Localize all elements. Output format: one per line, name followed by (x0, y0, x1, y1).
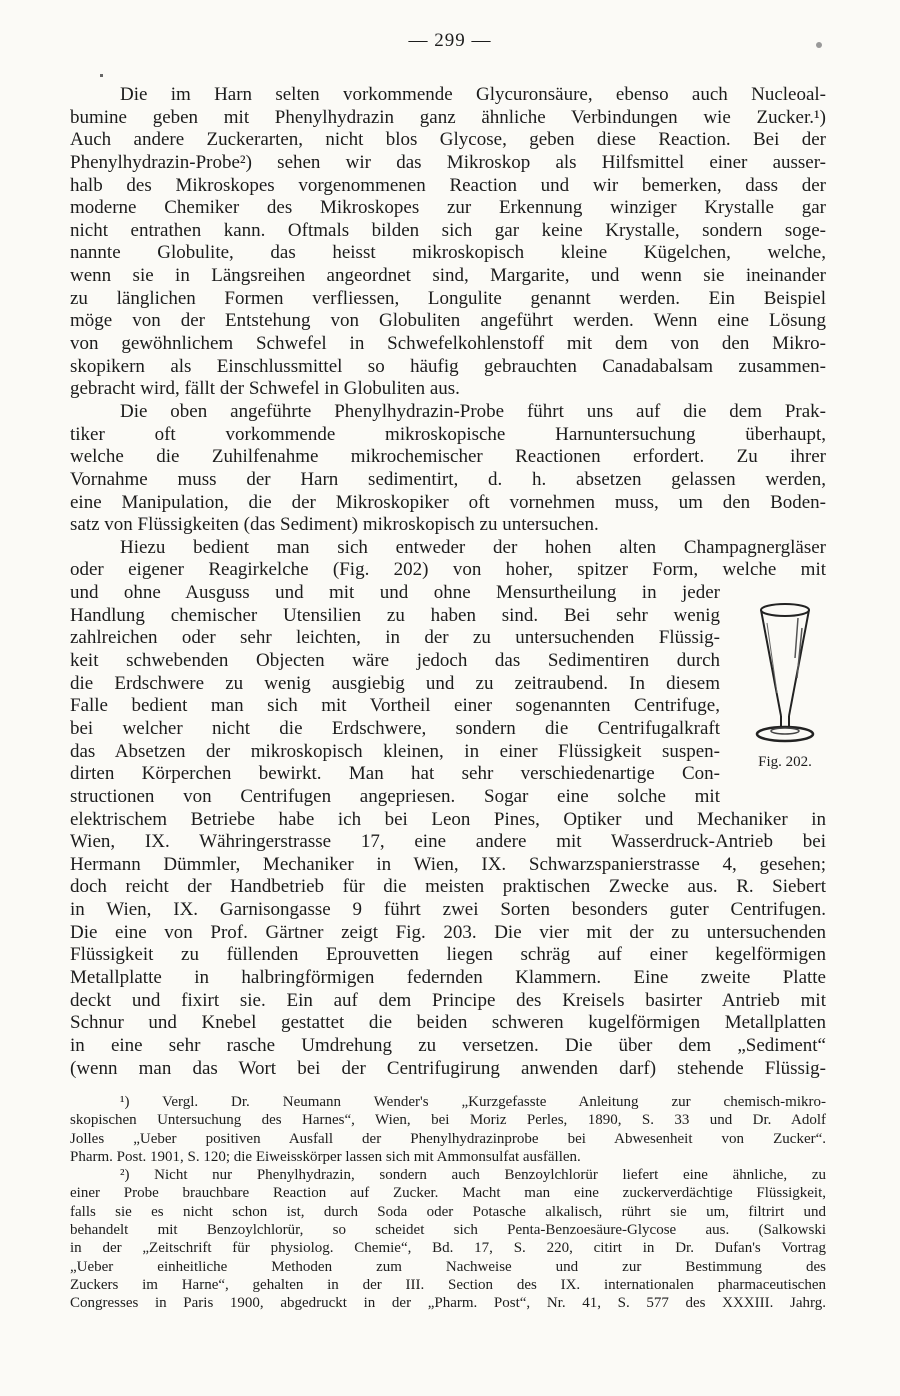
page-number: — 299 — (408, 30, 492, 51)
main-text (70, 84, 826, 1080)
footnote-line: Jolles „Ueber positiven Ausfall der Phenylhydrazinprobe bei Abwesenheit von Zucker“. (70, 1130, 826, 1147)
footnote-line: ²) Nicht nur Phenylhydrazin, sondern auch Benzoylchlorür liefert eine ähnliche, zu (120, 1167, 826, 1184)
text-line: gebracht wird, fällt der Schwefel in Globuliten aus. (70, 378, 460, 400)
text-line: bumine geben mit Phenylhydrazin ganz ähnliche Verbindungen wie Zucker.¹) (70, 106, 826, 128)
text-line: Handlung chemischer Utensilien zu haben sind. Bei sehr wenig (70, 604, 720, 626)
text-line: structionen von Centrifugen angepriesen. Sogar eine solche mit (70, 785, 720, 807)
text-line: halb des Mikroskopes vorgenommenen Reaction und wir bemerken, dass der (70, 174, 826, 196)
text-line: dirten Körperchen bewirkt. Man hat sehr verschiedenartige Con- (70, 763, 720, 785)
text-line: Falle bedient man sich mit Vortheil einer sogenannten Centrifuge, (70, 695, 720, 717)
footnote-line: behandelt mit Benzoylchlorür, so scheidet sich Penta-Benzoesäure-Glycose aus. (Salkowski (70, 1222, 826, 1239)
text-line: Schnur und Knebel gestattet die beiden schweren kugelförmigen Metallplatten (70, 1012, 826, 1034)
footnote-line: „Ueber einheitliche Methoden zum Nachweise und zur Bestimmung des (70, 1258, 826, 1275)
footnote-line: in der „Zeitschrift für physiolog. Chemie“, Bd. 17, S. 220, citirt in Dr. Dufan's Vortrag (70, 1240, 826, 1257)
text-line: welche die Zuhilfenahme mikrochemischer Reactionen erfordert. Zu ihrer (70, 446, 826, 468)
text-line: in eine sehr rasche Umdrehung zu versetzen. Die über dem „Sediment“ (70, 1034, 826, 1056)
text-line: eine Manipulation, die der Mikroskopiker oft vornehmen muss, um den Boden- (70, 491, 826, 513)
text-line: zahlreichen oder sehr leichten, in der zu untersuchenden Flüssig- (70, 627, 720, 649)
ink-spot (816, 42, 822, 48)
text-line: Hermann Dümmler, Mechaniker in Wien, IX. Schwarzspanierstrasse 4, gesehen; (70, 853, 826, 875)
paragraph-wrap (70, 582, 826, 808)
text-line: wenn sie in Längsreihen angeordnet sind, Margarite, und wenn sie ineinander (70, 265, 826, 287)
text-line: oder eigener Reagirkelche (Fig. 202) von hoher, spitzer Form, welche mit (70, 559, 826, 581)
ink-mark (100, 74, 103, 77)
text-line: Flüssigkeit zu füllenden Eprouvetten liegen schräg auf einer kegelförmigen (70, 944, 826, 966)
text-line: elektrischem Betriebe habe ich bei Leon Pines, Optiker und Mechaniker in (70, 808, 826, 830)
text-line: moderne Chemiker des Mikroskopes zur Erkennung winziger Krystalle gar (70, 197, 826, 219)
text-line: und ohne Ausguss und mit und ohne Mensurtheilung in jeder (70, 582, 720, 604)
text-line: in Wien, IX. Garnisongasse 9 führt zwei Sorten besonders guter Centrifugen. (70, 899, 826, 921)
footnote-line: falls sie es nicht schon ist, durch Soda oder Potasche alkalisch, rührt sie um, filtrirt und (70, 1203, 826, 1220)
text-line: nicht entrathen kann. Oftmals bilden sich gar keine Krystalle, sondern soge- (70, 219, 826, 241)
text-line: das Absetzen der mikroskopisch kleinen, in einer Flüssigkeit suspen- (70, 740, 720, 762)
footnote-line: ¹) Vergl. Dr. Neumann Wender's „Kurzgefasste Anleitung zur chemisch-mikro- (120, 1094, 826, 1110)
paragraph-bottom (70, 809, 826, 1081)
text-line: skopikern als Einschlussmittel so häufig gebrauchten Canadabalsam zusammen- (70, 355, 826, 377)
text-line: möge von der Entstehung von Globuliten angeführt werden. Wenn eine Lösung (70, 310, 826, 332)
reagent-glass-illustration (750, 598, 820, 748)
figure-caption: Fig. 202. (758, 754, 812, 770)
footnote-line: Zuckers im Harne“, gehalten in der III. Section des IX. internationalen pharmaceutischen (70, 1276, 826, 1293)
text-line: satz von Flüssigkeiten (das Sediment) mikroskopisch zu untersuchen. (70, 514, 599, 536)
text-line: Die eine von Prof. Gärtner zeigt Fig. 203. Die vier mit der zu untersuchenden (70, 921, 826, 943)
text-line: bei welcher nicht die Erdschwere, sondern die Centrifugalkraft (70, 717, 720, 739)
text-line: tiker oft vorkommende mikroskopische Harnuntersuchung überhaupt, (70, 423, 826, 445)
text-line: keit schwebenden Objecten wäre jedoch das Sedimentiren durch (70, 650, 720, 672)
text-line: Hiezu bedient man sich entweder der hohen alten Champagnergläser (120, 536, 826, 558)
text-line: Wien, IX. Währingerstrasse 17, eine andere mit Wasserdruck-Antrieb bei (70, 831, 826, 853)
footnote-line: skopischen Untersuchung des Harnes“, Wien, bei Moriz Perles, 1890, S. 33 und Dr. Adolf (70, 1112, 826, 1129)
footnote-line: einer Probe brauchbare Reaction auf Zucker. Macht man eine zuckerverdächtige Flüssigkeit, (70, 1185, 826, 1202)
figure-202 (740, 598, 830, 771)
text-line: Die oben angeführte Phenylhydrazin-Probe führt uns auf die dem Prak- (120, 400, 826, 422)
text-line: Metallplatte in halbringförmigen federnden Klammern. Eine zweite Platte (70, 966, 826, 988)
text-line: nannte Globulite, das heisst mikroskopisch kleine Kügelchen, welche, (70, 242, 826, 264)
text-line: Die im Harn selten vorkommende Glycuronsäure, ebenso auch Nucleoal- (120, 84, 826, 105)
footnotes (70, 1093, 826, 1313)
text-line: Auch andere Zuckerarten, nicht blos Glycose, geben diese Reaction. Bei der (70, 129, 826, 151)
text-line: zu länglichen Formen verfliessen, Longulite genannt werden. Ein Beispiel (70, 287, 826, 309)
text-line: doch reicht der Handbetrieb für die meisten praktischen Zwecke aus. R. Siebert (70, 876, 826, 898)
paragraph-top (70, 84, 826, 582)
footnote-line: Congresses in Paris 1900, abgedruckt in der „Pharm. Post“, Nr. 41, S. 577 des XXXIII. Jahrg. (70, 1295, 826, 1312)
text-line: deckt und fixirt sie. Ein auf dem Principe des Kreisels basirter Antrieb mit (70, 989, 826, 1011)
footnote-line: Pharm. Post. 1901, S. 120; die Eiweisskörper lassen sich mit Ammonsulfat ausfällen. (70, 1148, 581, 1165)
text-line: Phenylhydrazin-Probe²) sehen wir das Mikroskop als Hilfsmittel einer ausser- (70, 151, 826, 173)
text-line: von gewöhnlichem Schwefel in Schwefelkohlenstoff mit dem von den Mikro- (70, 333, 826, 355)
text-line: die Erdschwere zu wenig ausgiebig und zu zeitraubend. In diesem (70, 672, 720, 694)
text-line: Vornahme muss der Harn sedimentirt, d. h. absetzen gelassen werden, (70, 468, 826, 490)
text-line: (wenn man das Wort bei der Centrifugirung anwenden darf) stehende Flüssig- (70, 1057, 826, 1079)
